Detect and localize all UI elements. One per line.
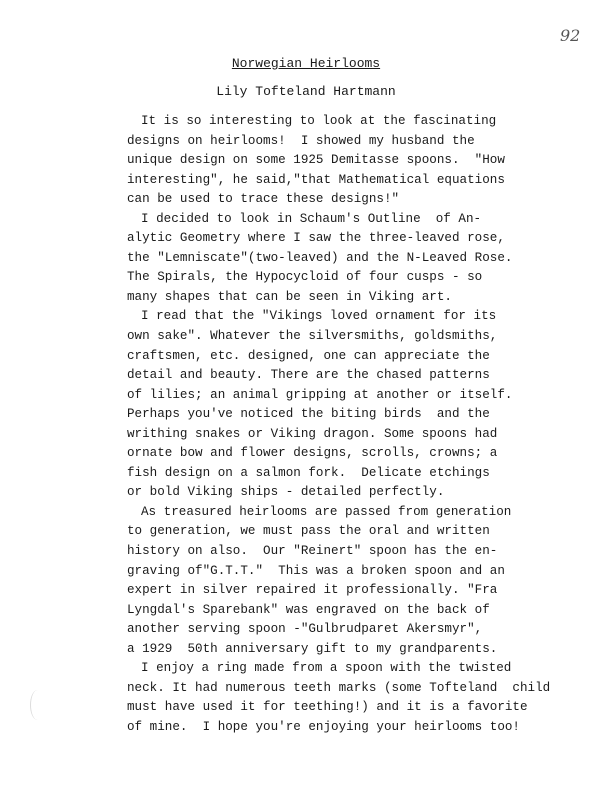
- text-line: can be used to trace these designs!": [127, 192, 400, 207]
- text-line: It is so interesting to look at the fascinating: [141, 114, 497, 128]
- text-line: As treasured heirlooms are passed from generation: [141, 504, 512, 519]
- text-line: history on also. Our "Reinert" spoon has the en-: [127, 544, 498, 559]
- text-line: I read that the "Vikings loved ornament for its: [141, 309, 497, 324]
- text-line: to generation, we must pass the oral and written: [127, 524, 490, 539]
- text-line: I decided to look in Schaum's Outline of An-: [141, 211, 482, 226]
- body-text: [127, 112, 597, 738]
- author-name: Lily Tofteland Hartmann: [216, 84, 396, 99]
- text-line: another serving spoon -"Gulbrudparet Akersmyr",: [127, 622, 483, 637]
- text-line: Perhaps you've noticed the biting birds and the: [127, 407, 490, 422]
- text-line: The Spirals, the Hypocycloid of four cusps - so: [127, 270, 483, 285]
- text-line: interesting", he said,"that Mathematical equations: [127, 172, 505, 187]
- text-line: the "Lemniscate"(two-leaved) and the N-Leaved Rose.: [127, 250, 513, 265]
- text-line: expert in silver repaired it professionally. "Fra: [127, 583, 498, 598]
- text-line: detail and beauty. There are the chased patterns: [127, 368, 490, 383]
- text-line: many shapes that can be seen in Viking art.: [127, 289, 452, 304]
- text-line: writhing snakes or Viking dragon. Some spoons had: [127, 426, 498, 441]
- text-line: unique design on some 1925 Demitasse spoons. "How: [127, 153, 505, 168]
- text-line: a 1929 50th anniversary gift to my grandparents.: [127, 641, 498, 656]
- text-line: Lyngdal's Sparebank" was engraved on the back of: [127, 602, 490, 617]
- text-line: neck. It had numerous teeth marks (some Tofteland child: [127, 680, 551, 695]
- text-line: craftsmen, etc. designed, one can appreciate the: [127, 348, 490, 363]
- text-line: of mine. I hope you're enjoying your heirlooms too!: [127, 719, 520, 734]
- text-line: graving of"G.T.T." This was a broken spoon and an: [127, 563, 505, 578]
- text-line: I enjoy a ring made from a spoon with the twisted: [141, 661, 512, 676]
- text-line: ornate bow and flower designs, scrolls, crowns; a: [127, 446, 498, 461]
- text-line: or bold Viking ships - detailed perfectly.: [127, 485, 445, 500]
- text-line: must have used it for teething!) and it is a favorite: [127, 700, 528, 715]
- document-title: Norwegian Heirlooms: [231, 56, 381, 71]
- hole-punch-mark: [30, 690, 45, 720]
- text-line: fish design on a salmon fork. Delicate etchings: [127, 465, 490, 480]
- text-line: of lilies; an animal gripping at another or itself.: [127, 387, 513, 402]
- handwritten-page-number: 92: [560, 26, 581, 45]
- text-line: designs on heirlooms! I showed my husband the: [127, 133, 475, 148]
- text-line: alytic Geometry where I saw the three-leaved rose,: [127, 231, 505, 246]
- text-line: own sake". Whatever the silversmiths, goldsmiths,: [127, 329, 498, 344]
